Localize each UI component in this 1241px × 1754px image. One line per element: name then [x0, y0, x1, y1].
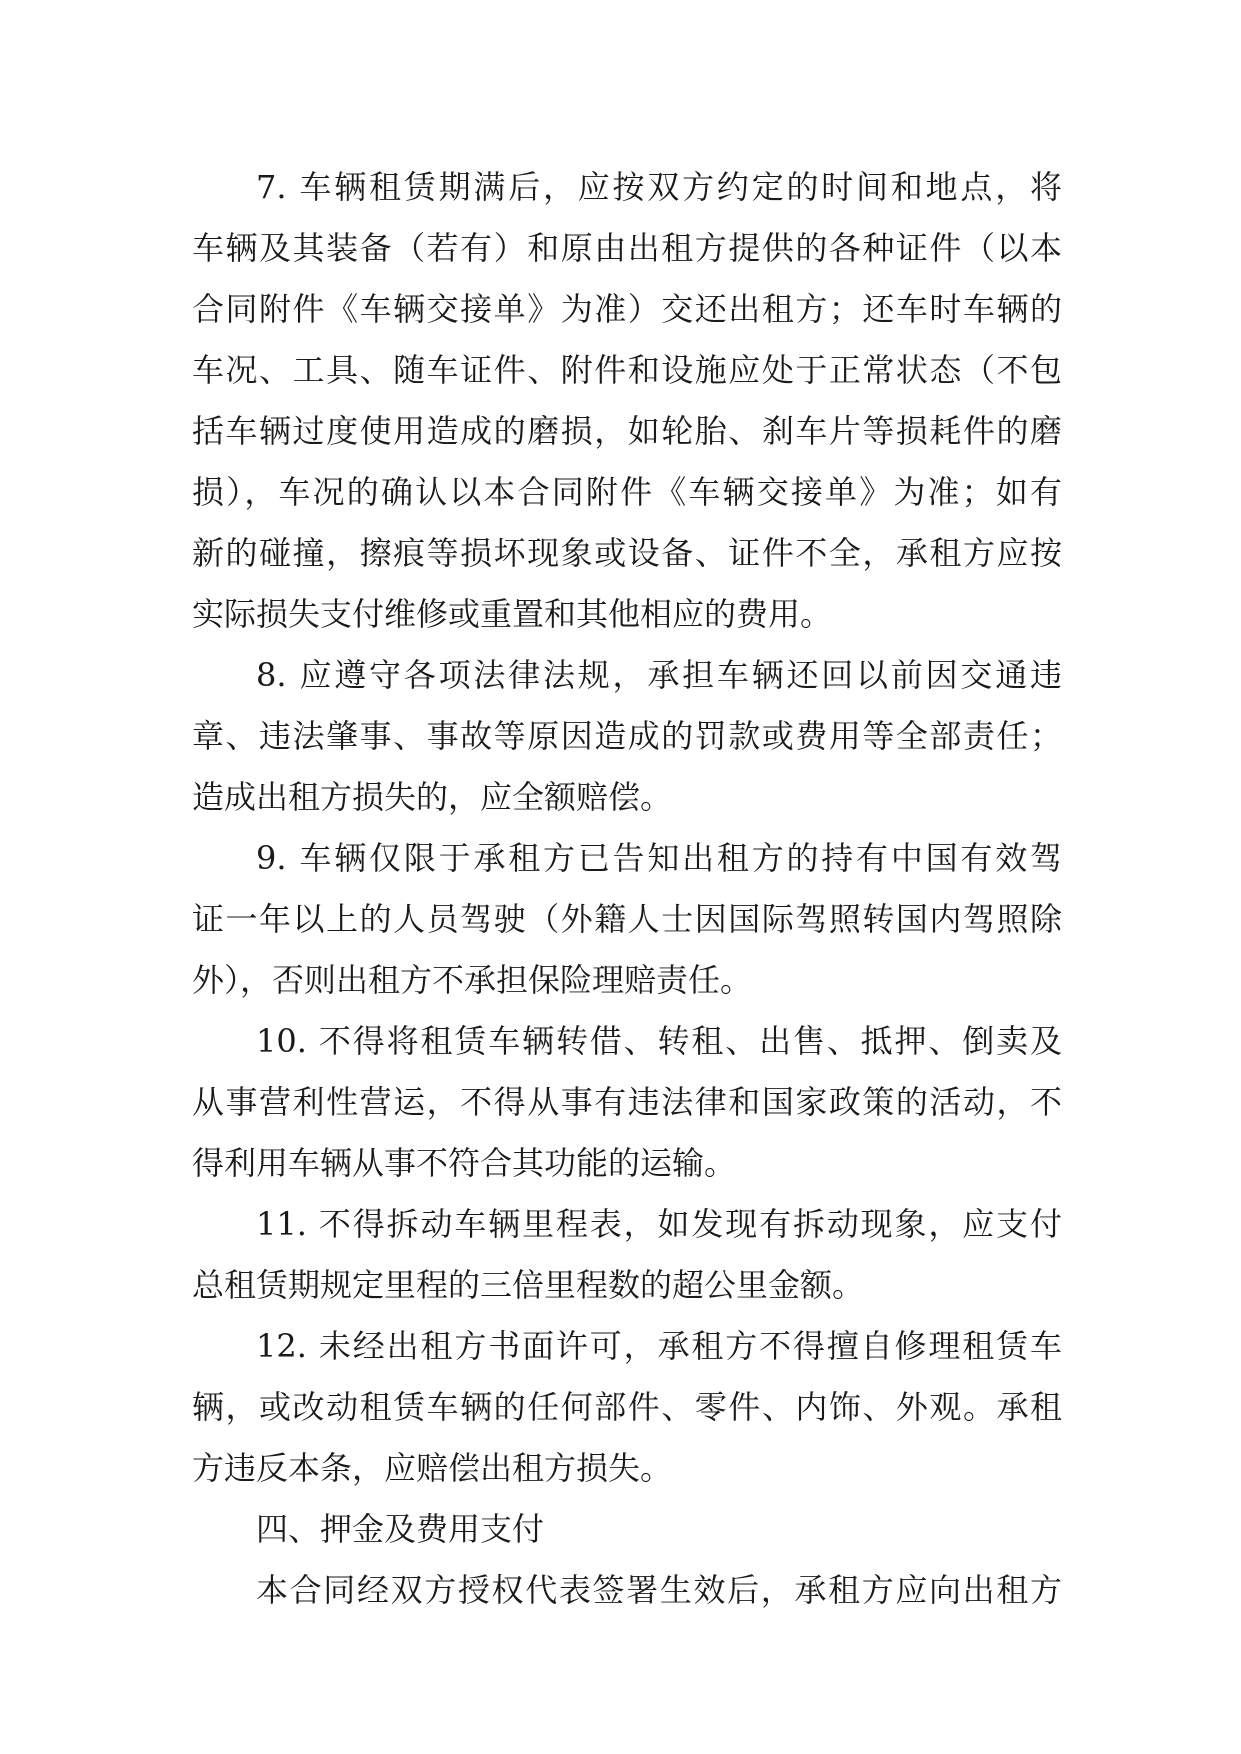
text-line: 外），否则出租方不承担保险理赔责任。: [192, 961, 753, 999]
text-line: 章、违法肇事、事故等原因造成的罚款或费用等全部责任；: [192, 717, 1062, 755]
text-line: 10. 不得将租赁车辆转借、转租、出售、抵押、倒卖及: [256, 1022, 1062, 1060]
text-line: 车辆及其装备（若有）和原由出租方提供的各种证件（以本: [192, 229, 1062, 267]
text-line: 实际损失支付维修或重置和其他相应的费用。: [192, 595, 833, 633]
text-line: 造成出租方损失的，应全额赔偿。: [192, 778, 673, 816]
text-line: 合同附件《车辆交接单》为准）交还出租方；还车时车辆的: [192, 290, 1062, 328]
text-line: 总租赁期规定里程的三倍里程数的超公里金额。: [192, 1266, 865, 1304]
text-line: 得利用车辆从事不符合其功能的运输。: [192, 1144, 737, 1182]
text-line: 从事营利性营运，不得从事有违法律和国家政策的活动，不: [192, 1083, 1062, 1121]
text-line: 9. 车辆仅限于承租方已告知出租方的持有中国有效驾: [256, 839, 1062, 877]
text-line: 8. 应遵守各项法律法规，承担车辆还回以前因交通违: [256, 656, 1062, 694]
text-line: 11. 不得拆动车辆里程表，如发现有拆动现象，应支付: [256, 1205, 1062, 1243]
text-line: 新的碰撞，擦痕等损坏现象或设备、证件不全，承租方应按: [192, 534, 1062, 572]
text-line: 7. 车辆租赁期满后，应按双方约定的时间和地点，将: [256, 168, 1062, 206]
text-line: 12. 未经出租方书面许可，承租方不得擅自修理租赁车: [256, 1327, 1062, 1365]
text-line: 本合同经双方授权代表签署生效后，承租方应向出租方: [256, 1571, 1062, 1609]
contract-text-body: [192, 157, 1062, 1621]
text-line: 方违反本条，应赔偿出租方损失。: [192, 1449, 673, 1487]
text-line: 车况、工具、随车证件、附件和设施应处于正常状态（不包: [192, 351, 1062, 389]
text-line: 四、押金及费用支付: [256, 1510, 545, 1548]
text-line: 损），车况的确认以本合同附件《车辆交接单》为准；如有: [192, 473, 1062, 511]
text-line: 辆，或改动租赁车辆的任何部件、零件、内饰、外观。承租: [192, 1388, 1062, 1426]
text-line: 证一年以上的人员驾驶（外籍人士因国际驾照转国内驾照除: [192, 900, 1062, 938]
text-line: 括车辆过度使用造成的磨损，如轮胎、刹车片等损耗件的磨: [192, 412, 1062, 450]
